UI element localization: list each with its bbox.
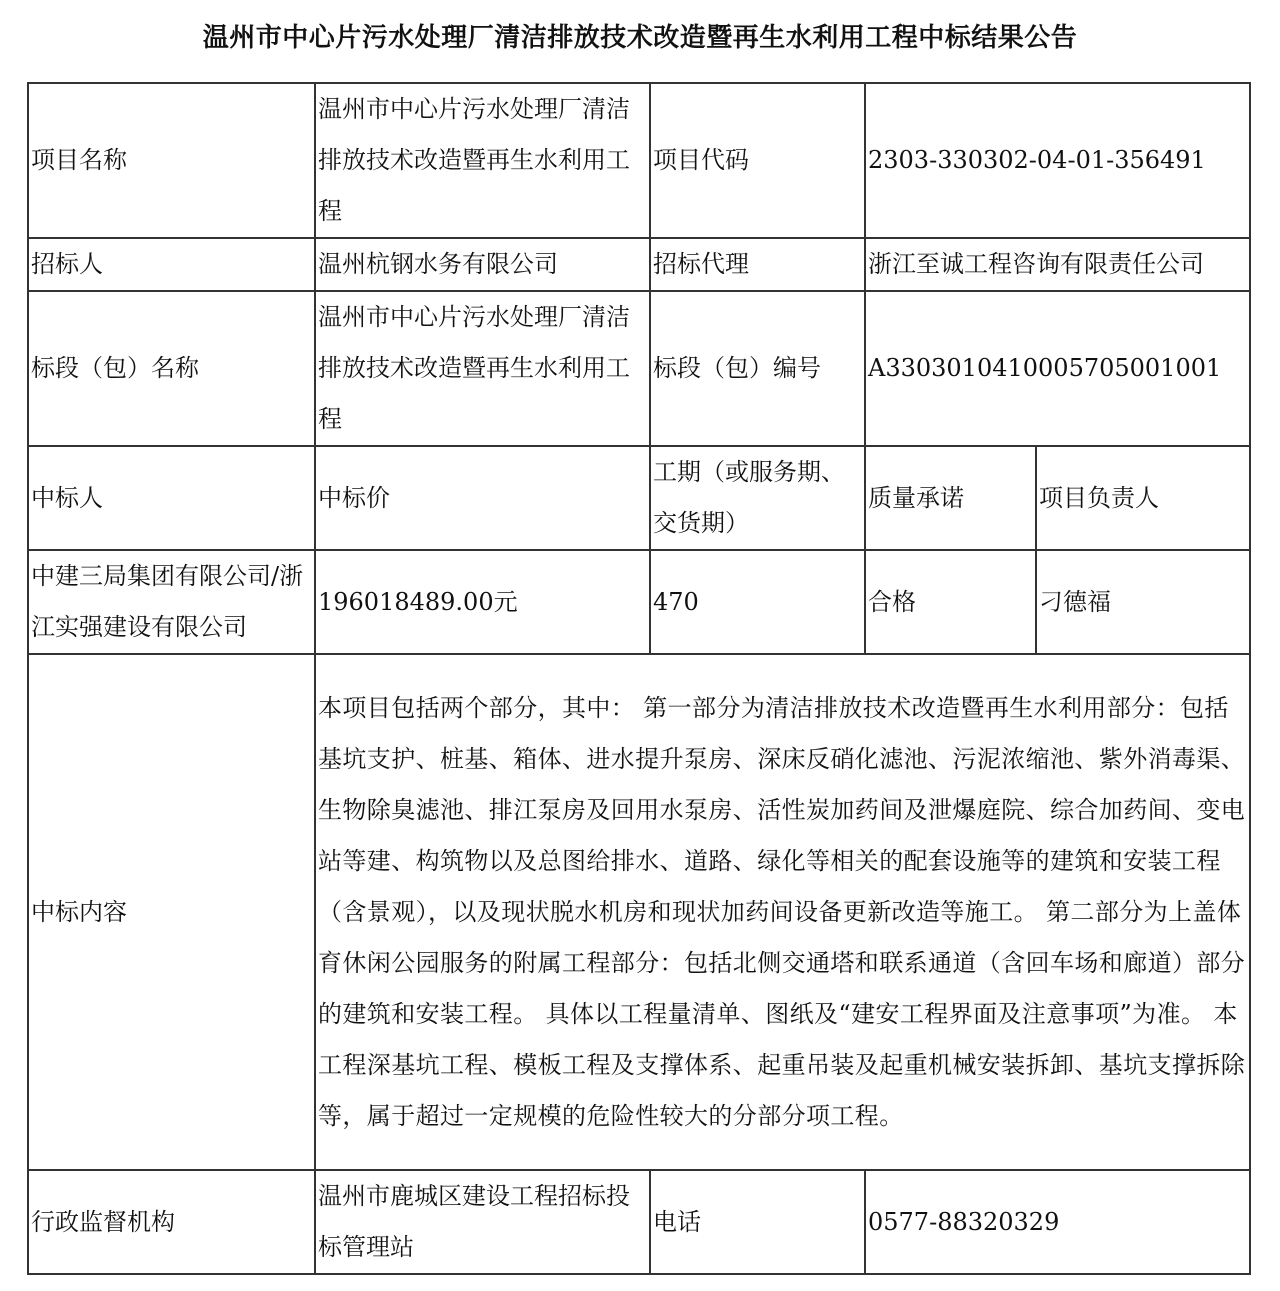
row-content bbox=[28, 654, 1250, 1170]
manager-value: 刁德福 bbox=[1036, 550, 1250, 654]
row-section bbox=[28, 291, 1250, 446]
page-title: 温州市中心片污水处理厂清洁排放技术改造暨再生水利用工程中标结果公告 bbox=[202, 23, 1078, 53]
content-value: 本项目包括两个部分，其中： 第一部分为清洁排放技术改造暨再生水利用部分：包括基坑支护、桩基、箱体、进水提升泵房、深床反硝化滤池、污泥浓缩池、紫外消毒渠、生物除臭滤池、排江泵房及回用水泵房、活性炭加药间及泄爆庭院、综合加药间、变电站等建、构筑物以及总图给排水、道路、绿化等相关的配套设施等的建筑和安装工程（含景观），以及现状脱水机房和现状加药间设备更新改造等施工。 第二部分为上盖体育休闲公园服务的附属工程部分：包括北侧交通塔和联系通道（含回车场和廊道）部分的建筑和安装工程。 具体以工程量清单、图纸及“建安工程界面及注意事项”为准。 本工程深基坑工程、模板工程及支撑体系、起重吊装及起重机械安装拆卸、基坑支撑拆除等，属于超过一定规模的危险性较大的分部分项工程。 bbox=[315, 654, 1250, 1170]
row-project bbox=[28, 83, 1250, 238]
row-winner-header bbox=[28, 446, 1250, 550]
row-winner-values bbox=[28, 550, 1250, 654]
section-number-value: A3303010410005705001001 bbox=[865, 291, 1250, 446]
quality-header: 质量承诺 bbox=[865, 446, 1036, 550]
section-name-label: 标段（包）名称 bbox=[28, 291, 315, 446]
winner-header: 中标人 bbox=[28, 446, 315, 550]
agent-value: 浙江至诚工程咨询有限责任公司 bbox=[865, 238, 1250, 291]
phone-label: 电话 bbox=[650, 1170, 865, 1274]
price-value: 196018489.00元 bbox=[315, 550, 650, 654]
project-code-value: 2303-330302-04-01-356491 bbox=[865, 83, 1250, 238]
winner-value: 中建三局集团有限公司/浙江实强建设有限公司 bbox=[28, 550, 315, 654]
tenderer-value: 温州杭钢水务有限公司 bbox=[315, 238, 650, 291]
section-name-value: 温州市中心片污水处理厂清洁排放技术改造暨再生水利用工程 bbox=[315, 291, 650, 446]
section-number-label: 标段（包）编号 bbox=[650, 291, 865, 446]
bid-result-table bbox=[27, 82, 1251, 1275]
tenderer-label: 招标人 bbox=[28, 238, 315, 291]
row-tenderer bbox=[28, 238, 1250, 291]
project-name-value: 温州市中心片污水处理厂清洁排放技术改造暨再生水利用工程 bbox=[315, 83, 650, 238]
supervision-label: 行政监督机构 bbox=[28, 1170, 315, 1274]
row-supervision bbox=[28, 1170, 1250, 1274]
agent-label: 招标代理 bbox=[650, 238, 865, 291]
period-value: 470 bbox=[650, 550, 865, 654]
phone-value: 0577-88320329 bbox=[865, 1170, 1250, 1274]
manager-header: 项目负责人 bbox=[1036, 446, 1250, 550]
project-name-label: 项目名称 bbox=[28, 83, 315, 238]
price-header: 中标价 bbox=[315, 446, 650, 550]
supervision-value: 温州市鹿城区建设工程招标投标管理站 bbox=[315, 1170, 650, 1274]
period-header: 工期（或服务期、交货期） bbox=[650, 446, 865, 550]
content-label: 中标内容 bbox=[28, 654, 315, 1170]
quality-value: 合格 bbox=[865, 550, 1036, 654]
project-code-label: 项目代码 bbox=[650, 83, 865, 238]
